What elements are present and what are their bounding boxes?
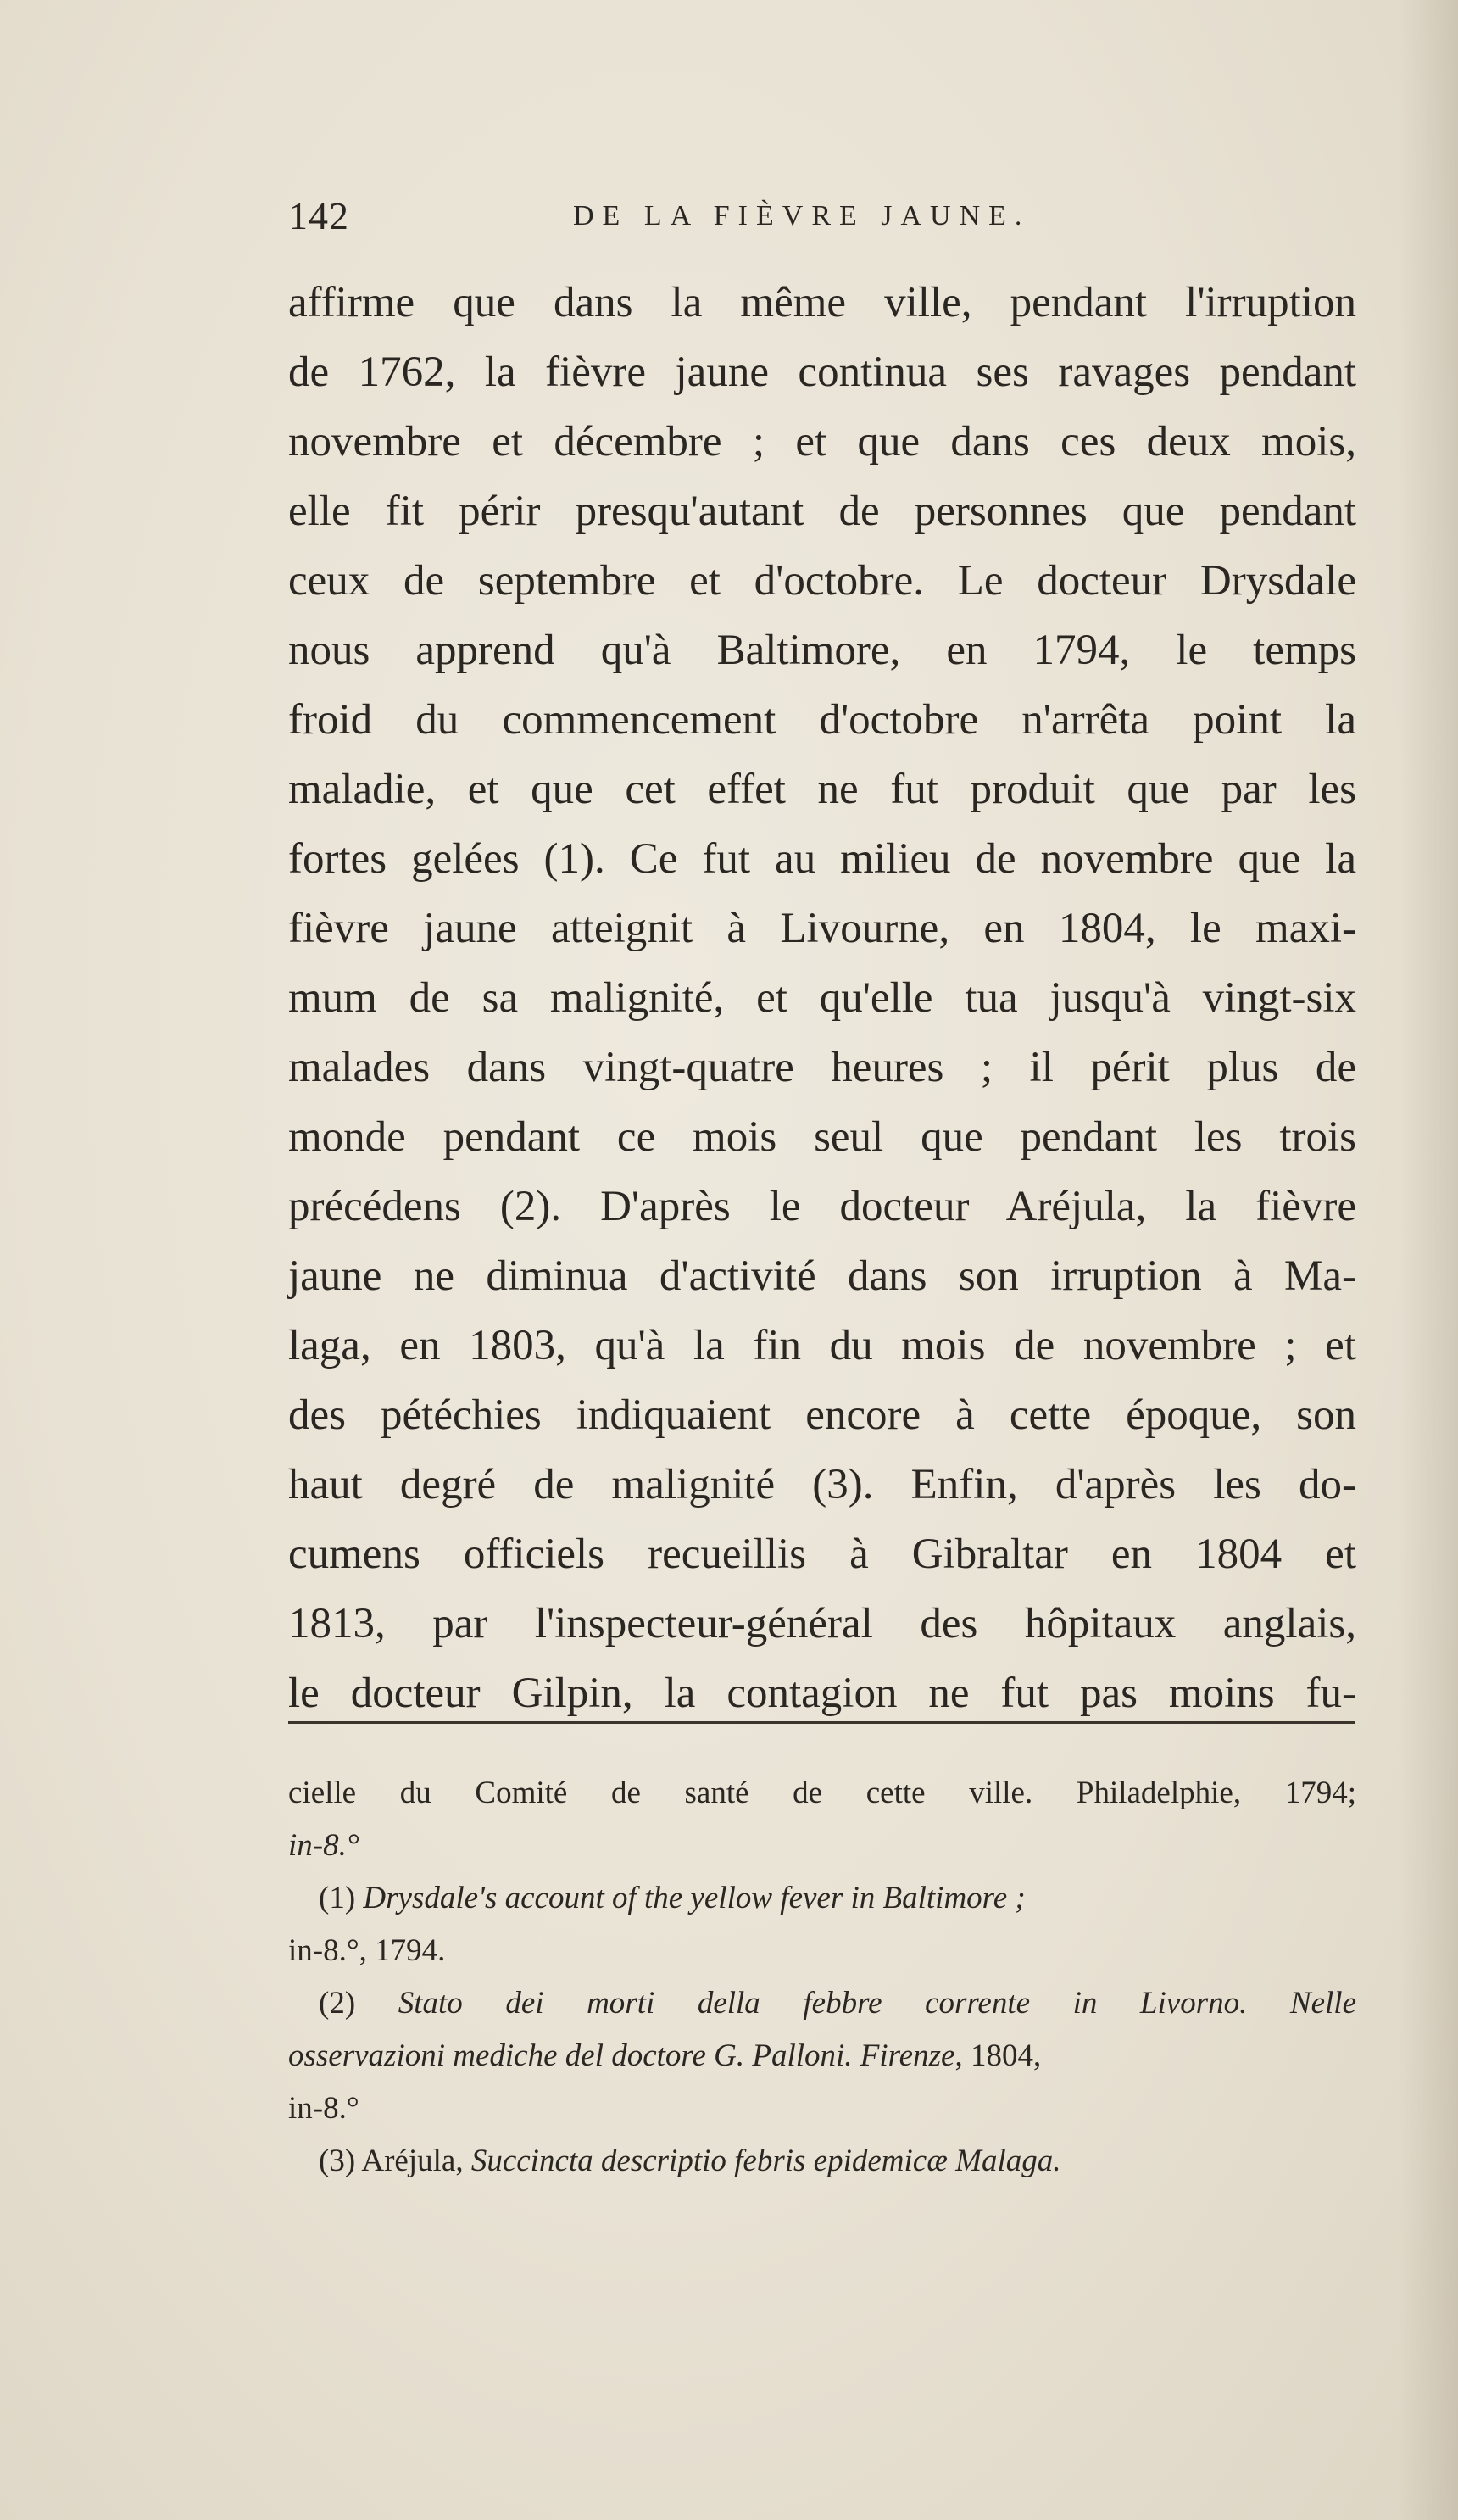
text-line: maladie, et que cet effet ne fut produit que par les: [288, 766, 1356, 813]
page-edge-shadow: [1399, 0, 1458, 2520]
text-line: ceux de septembre et d'octobre. Le docteur Drysdale: [288, 557, 1356, 605]
footnote-2-title: Stato dei morti della febbre corrente in Livorno. Nelle: [398, 1986, 1356, 2021]
footnote-3-author: Aréjula,: [361, 2144, 464, 2178]
running-title: DE LA FIÈVRE JAUNE.: [573, 200, 1031, 231]
footnotes: [288, 1767, 1356, 2188]
footnote-2-format: in-8.°: [288, 2091, 359, 2126]
text-line: 1813, par l'inspecteur-général des hôpitaux anglais,: [288, 1600, 1356, 1647]
main-text: [288, 268, 1356, 1728]
text-line: elle fit périr presqu'autant de personnes que pendant: [288, 488, 1356, 535]
text-line: monde pendant ce mois seul que pendant les trois: [288, 1113, 1356, 1161]
footnote-1-format: in-8.°, 1794.: [288, 1933, 446, 1968]
footnote-3-title: Succincta descriptio febris epidemicæ Malaga.: [470, 2144, 1061, 2178]
text-line: fièvre jaune atteignit à Livourne, en 1804, le maxi-: [288, 905, 1356, 952]
footnote-2-source-title: osservazioni mediche del doctore G. Palloni. Firenze: [288, 2038, 955, 2073]
text-line: jaune ne diminua d'activité dans son irruption à Ma-: [288, 1252, 1356, 1300]
text-line: affirme que dans la même ville, pendant l'irruption: [288, 279, 1356, 326]
footnote-1-title: Drysdale's account of the yellow fever in Baltimore ;: [363, 1881, 1026, 1915]
text-line: le docteur Gilpin, la contagion ne fut pas moins fu-: [288, 1670, 1356, 1717]
footnote-2: [288, 1977, 1356, 2030]
text-line: fortes gelées (1). Ce fut au milieu de novembre que la: [288, 835, 1356, 883]
footnote-2-number: (2): [319, 1986, 356, 2021]
text-line: novembre et décembre ; et que dans ces deux mois,: [288, 418, 1356, 466]
text-line: froid du commencement d'octobre n'arrêta point la: [288, 696, 1356, 744]
text-line: cumens officiels recueillis à Gibraltar en 1804 et: [288, 1530, 1356, 1578]
text-line: des pétéchies indiquaient encore à cette époque, son: [288, 1391, 1356, 1439]
text-line: haut degré de malignité (3). Enfin, d'après les do-: [288, 1461, 1356, 1508]
text-line: laga, en 1803, qu'à la fin du mois de novembre ; et: [288, 1322, 1356, 1369]
footnote-continuation-format: in-8.°: [288, 1828, 359, 1863]
footnote-3: [288, 2135, 1356, 2188]
footnote-1: [288, 1872, 1356, 1925]
footnote-2-source: [288, 2030, 1356, 2082]
text-line: mum de sa malignité, et qu'elle tua jusqu'à vingt-six: [288, 974, 1356, 1022]
text-line: malades dans vingt-quatre heures ; il périt plus de: [288, 1044, 1356, 1091]
footnote-continuation-line: cielle du Comité de santé de cette ville. Philadelphie, 1794;: [288, 1776, 1356, 1810]
text-line: précédens (2). D'après le docteur Aréjula, la fièvre: [288, 1183, 1356, 1230]
text-line: de 1762, la fièvre jaune continua ses ravages pendant: [288, 348, 1356, 396]
footnote-2-source-year: , 1804,: [954, 2038, 1042, 2073]
footnote-3-number: (3): [319, 2144, 356, 2178]
page-number: 142: [288, 194, 349, 237]
footnote-rule: [288, 1721, 1355, 1724]
page-header: [288, 193, 1356, 244]
text-line: nous apprend qu'à Baltimore, en 1794, le temps: [288, 627, 1356, 674]
footnote-1-number: (1): [319, 1881, 356, 1915]
